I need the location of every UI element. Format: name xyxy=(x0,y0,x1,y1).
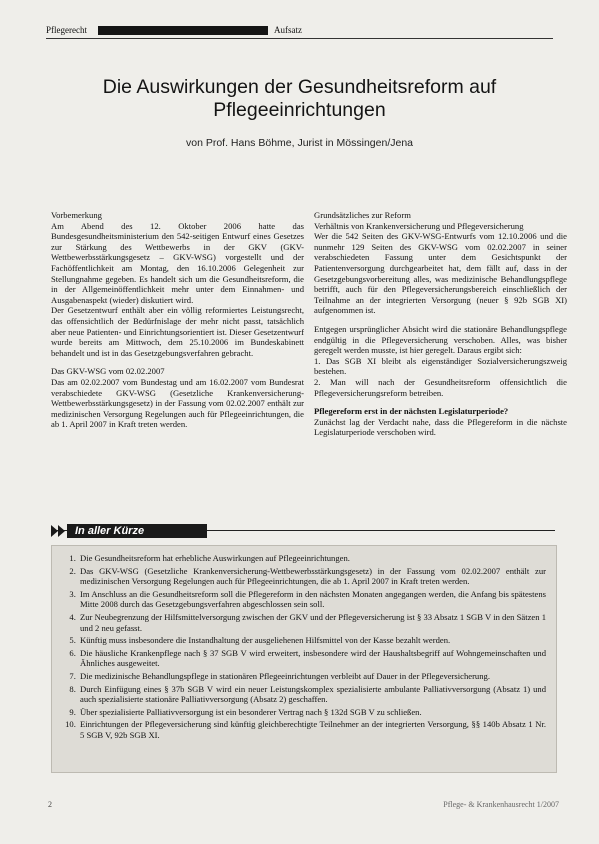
article-title: Die Auswirkungen der Gesundheitsreform auf Pflegeeinrichtungen xyxy=(102,76,497,121)
summary-item: 9. Über spezialisierte Palliativversorgung ist ein besonderer Vertrag nach § 132d SGB V zu schließen. xyxy=(78,707,546,718)
list-item: 2. Man will nach der Gesundheitsreform offensichtlich die Pflegeversicherungsreform betreiben. xyxy=(314,376,567,398)
section-heading: Grundsätzliches zur Reform xyxy=(314,210,411,220)
summary-item: 1. Die Gesundheitsreform hat erhebliche Auswirkungen auf Pflegeeinrichtungen. xyxy=(78,553,546,564)
summary-box xyxy=(51,545,557,773)
left-column xyxy=(51,210,304,430)
section-heading: Pflegereform erst in der nächsten Legislaturperiode? xyxy=(314,406,509,417)
paragraph: Entgegen ursprünglicher Absicht wird die stationäre Behandlungspflege endgültig in die Pflegeversicherung verschoben. Alles, was bisher geregelt werden musste, ist hier geregelt. Daraus ergibt sich: xyxy=(314,323,567,356)
list-item: 1. Das SGB XI bleibt als eigenständiger Sozialversicherungszweig bestehen. xyxy=(314,355,567,377)
article-author: von Prof. Hans Böhme, Jurist in Mössingen/Jena xyxy=(185,137,414,149)
spacer xyxy=(51,358,304,366)
paragraph: Das am 02.02.2007 vom Bundestag und am 16.02.2007 vom Bundesrat verabschiedete GKV-WSG (Gesetzliche Krankenversicherung-Wettbewerbsstärkungsgesetz) in der Fassung vom 02.02.2007 enthält zur medizinischen Versorgung Regelungen auch für Pflegeeinrichtungen, die ab 1. April 2007 in Kraft treten werden. xyxy=(51,376,304,430)
summary-item: 7. Die medizinische Behandlungspflege in stationären Pflegeeinrichtungen verbleibt auf Dauer in der Pflegeversicherung. xyxy=(78,671,546,682)
summary-item: 6. Die häusliche Krankenpflege nach § 37 SGB V wird erweitert, insbesondere wird der Haushaltsbegriff auf Wohngemeinschaften und Ähnliches ausgeweitet. xyxy=(78,648,546,669)
page-number: 2 xyxy=(48,800,52,809)
paragraph: Am Abend des 12. Oktober 2006 hatte das Bundesgesundheitsministerium den 542-seitigen Entwurf eines Gesetzes zur Stärkung des Wettbewerbs in der GKV (GKV-Wettbewerbsstärkungsgesetz – GKV-WSG) vorgestellt und der Fachöffentlichkeit am Montag, den 16.10.2006 Gelegenheit zur Stellungnahme gegeben. Es handelt sich um die Gesundheitsreform, die in der Allgemeinöffentlichkeit mehr unter dem Einnahmen- und Ausgabenaspekt (wieder) diskutiert wird. xyxy=(51,220,304,305)
section-subheading: Verhältnis von Krankenversicherung und Pflegeversicherung xyxy=(314,220,524,231)
summary-item: 10. Einrichtungen der Pflegeversicherung sind künftig gleichberechtigte Teilnehmer an der integrierten Versorgung, §§ 140b Absatz 1 Nr. 5 SGB V, 92b SGB XI. xyxy=(78,719,546,740)
section-heading: Das GKV-WSG vom 02.02.2007 xyxy=(51,366,165,377)
journal-footer: Pflege- & Krankenhausrecht 1/2007 xyxy=(443,800,559,809)
summary-item: 3. Im Anschluss an die Gesundheitsreform soll die Pflegereform in den nächsten Monaten angegangen werden, die Anfang bis spätestens Mitte 2008 durch das Gesetzgebungsverfahren abgeschlossen sein soll. xyxy=(78,589,546,610)
summary-band xyxy=(51,524,555,538)
summary-item: 2. Das GKV-WSG (Gesetzliche Krankenversicherung-Wettbewerbsstärkungsgesetz) in der Fassung vom 02.02.2007 enthält zur medizinischen Versorgung Regelungen auch für Pflegeeinrichtungen, die ab 1. April 2007 in Kraft treten werden. xyxy=(78,566,546,587)
summary-item: 4. Zur Neubegrenzung der Hilfsmittelversorgung zwischen der GKV und der Pflegeversicherung ist § 33 Absatz 1 SGB V in den Sätzen 1 und 2 neu gefasst. xyxy=(78,612,546,633)
spacer xyxy=(314,316,567,324)
paragraph: Der Gesetzentwurf enthält aber ein völlig reformiertes Leistungsrecht, das offensichtlich der Bedürfnislage der mehr nicht passt, tatsächlich aber neue Patienten- und Einrichtungsorientiert ist. Dieser Gesetzentwurf wurde bereits am Mittwoch, dem 25.10.2006 im Bundeskabinett behandelt und ist in das Gesetzgebungsverfahren gebracht. xyxy=(51,305,304,358)
paragraph: Zunächst lag der Verdacht nahe, dass die Pflegereform in die nächste Legislaturperiode verschoben wird. xyxy=(314,416,567,438)
summary-label: In aller Kürze xyxy=(67,524,207,538)
summary-list xyxy=(52,546,556,741)
header-category: Aufsatz xyxy=(274,25,302,35)
summary-item: 5. Künftig muss insbesondere die Instandhaltung der ausgeliehenen Hilfsmittel von der Kasse bezahlt werden. xyxy=(78,635,546,646)
header-section: Pflegerecht xyxy=(46,25,87,35)
section-heading: Vorbemerkung xyxy=(51,210,102,220)
header-bar xyxy=(98,26,268,35)
header-rule xyxy=(46,38,553,39)
right-column xyxy=(314,210,567,438)
arrow-icon xyxy=(51,525,58,537)
arrow-icon xyxy=(58,525,65,537)
summary-item: 8. Durch Einfügung eines § 37b SGB V wird ein neuer Leistungskomplex spezialisierte ambulante Palliativversorgung (Absatz 1) und auch spezialisierte stationäre Palliativversorgung (Absatz 2) geschaffen. xyxy=(78,684,546,705)
spacer xyxy=(314,398,567,406)
paragraph: Wer die 542 Seiten des GKV-WSG-Entwurfs vom 12.10.2006 und die nunmehr 129 Seiten des GKV-WSG vom 02.02.2007 in seiner verabschiedeten Fassung unter dem Gesichtspunkt der Patientenversorgung durchgearbeitet hat, dem fällt auf, dass in der Gesetzgebungsvorbereitung alles, was medizinische Behandlungspflege betrifft, auch für den Pflegeversicherungsbereich einschließlich der Teilnahme an der integrierten Versorgung (neuer § 92b SGB XI) aufgenommen ist. xyxy=(314,231,567,316)
